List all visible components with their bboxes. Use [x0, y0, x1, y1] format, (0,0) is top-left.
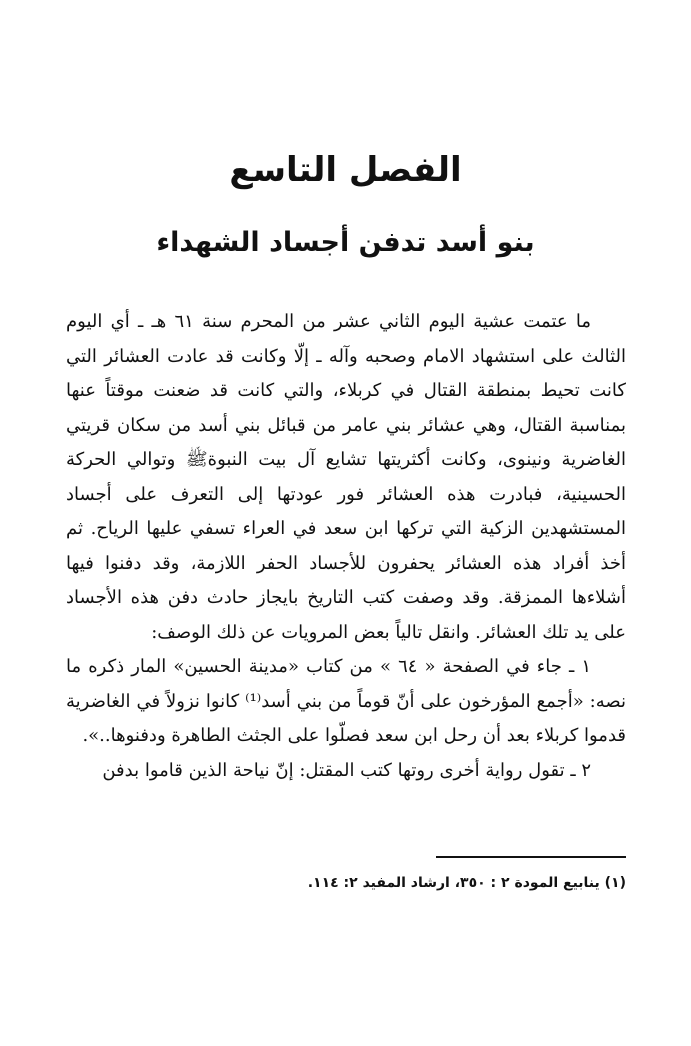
body-text	[66, 305, 626, 788]
footnote: (١) ينابيع المودة ٢ : ٣٥٠، ارشاد المفيد ٢: ١١٤.	[307, 875, 626, 891]
section-title: بنو أسد تدفن أجساد الشهداء	[156, 227, 535, 258]
paragraph-intro: ما عتمت عشية اليوم الثاني عشر من المحرم سنة ٦١ هـ ـ أي اليوم الثالث على استشهاد الامام وصحبه وآله ـ إلّا وكانت قد عادت العشائر التي كانت تحيط بمنطقة القتال في كربلاء، والتي كانت قد ضعنت موقتاً عنها بمناسبة القتال، وهي عشائر بني عامر من قبائل بني أسد من سكان قريتي الغاضرية ونينوى، وكانت أكثريتها تشايع آل بيت النبوةﷺ وتوالي الحركة الحسينية، فبادرت هذه العشائر فور عودتها إلى التعرف على أجساد المستشهدين الزكية التي تركها ابن سعد في العراء تسفي عليها الرياح. ثم أخذ أفراد هذه العشائر يحفرون للأجساد الحفر اللازمة، وقد دفنوا فيها أشلاءها الممزقة. وقد وصفت كتب التاريخ بايجاز حادث دفن هذه الأجساد على يد تلك العشائر. وانقل تالياً بعض المرويات عن ذلك الوصف:	[66, 311, 626, 643]
footnote-separator	[436, 856, 626, 858]
paragraph-quote-1: ١ ـ جاء في الصفحة « ٦٤ » من كتاب «مدينة الحسين» المار ذكره ما نصه: «أجمع المؤرخون على أنّ قوماً من بني أسد⁽¹⁾ كانوا نزولاً في الغاضرية قدموا كربلاء بعد أن رحل ابن سعد فصلّوا على الجثث الطاهرة ودفنوها..».	[66, 656, 626, 746]
chapter-title: الفصل التاسع	[229, 150, 462, 190]
paragraph-quote-2: ٢ ـ تقول رواية أخرى روتها كتب المقتل: إنّ نياحة الذين قاموا بدفن	[102, 759, 591, 781]
